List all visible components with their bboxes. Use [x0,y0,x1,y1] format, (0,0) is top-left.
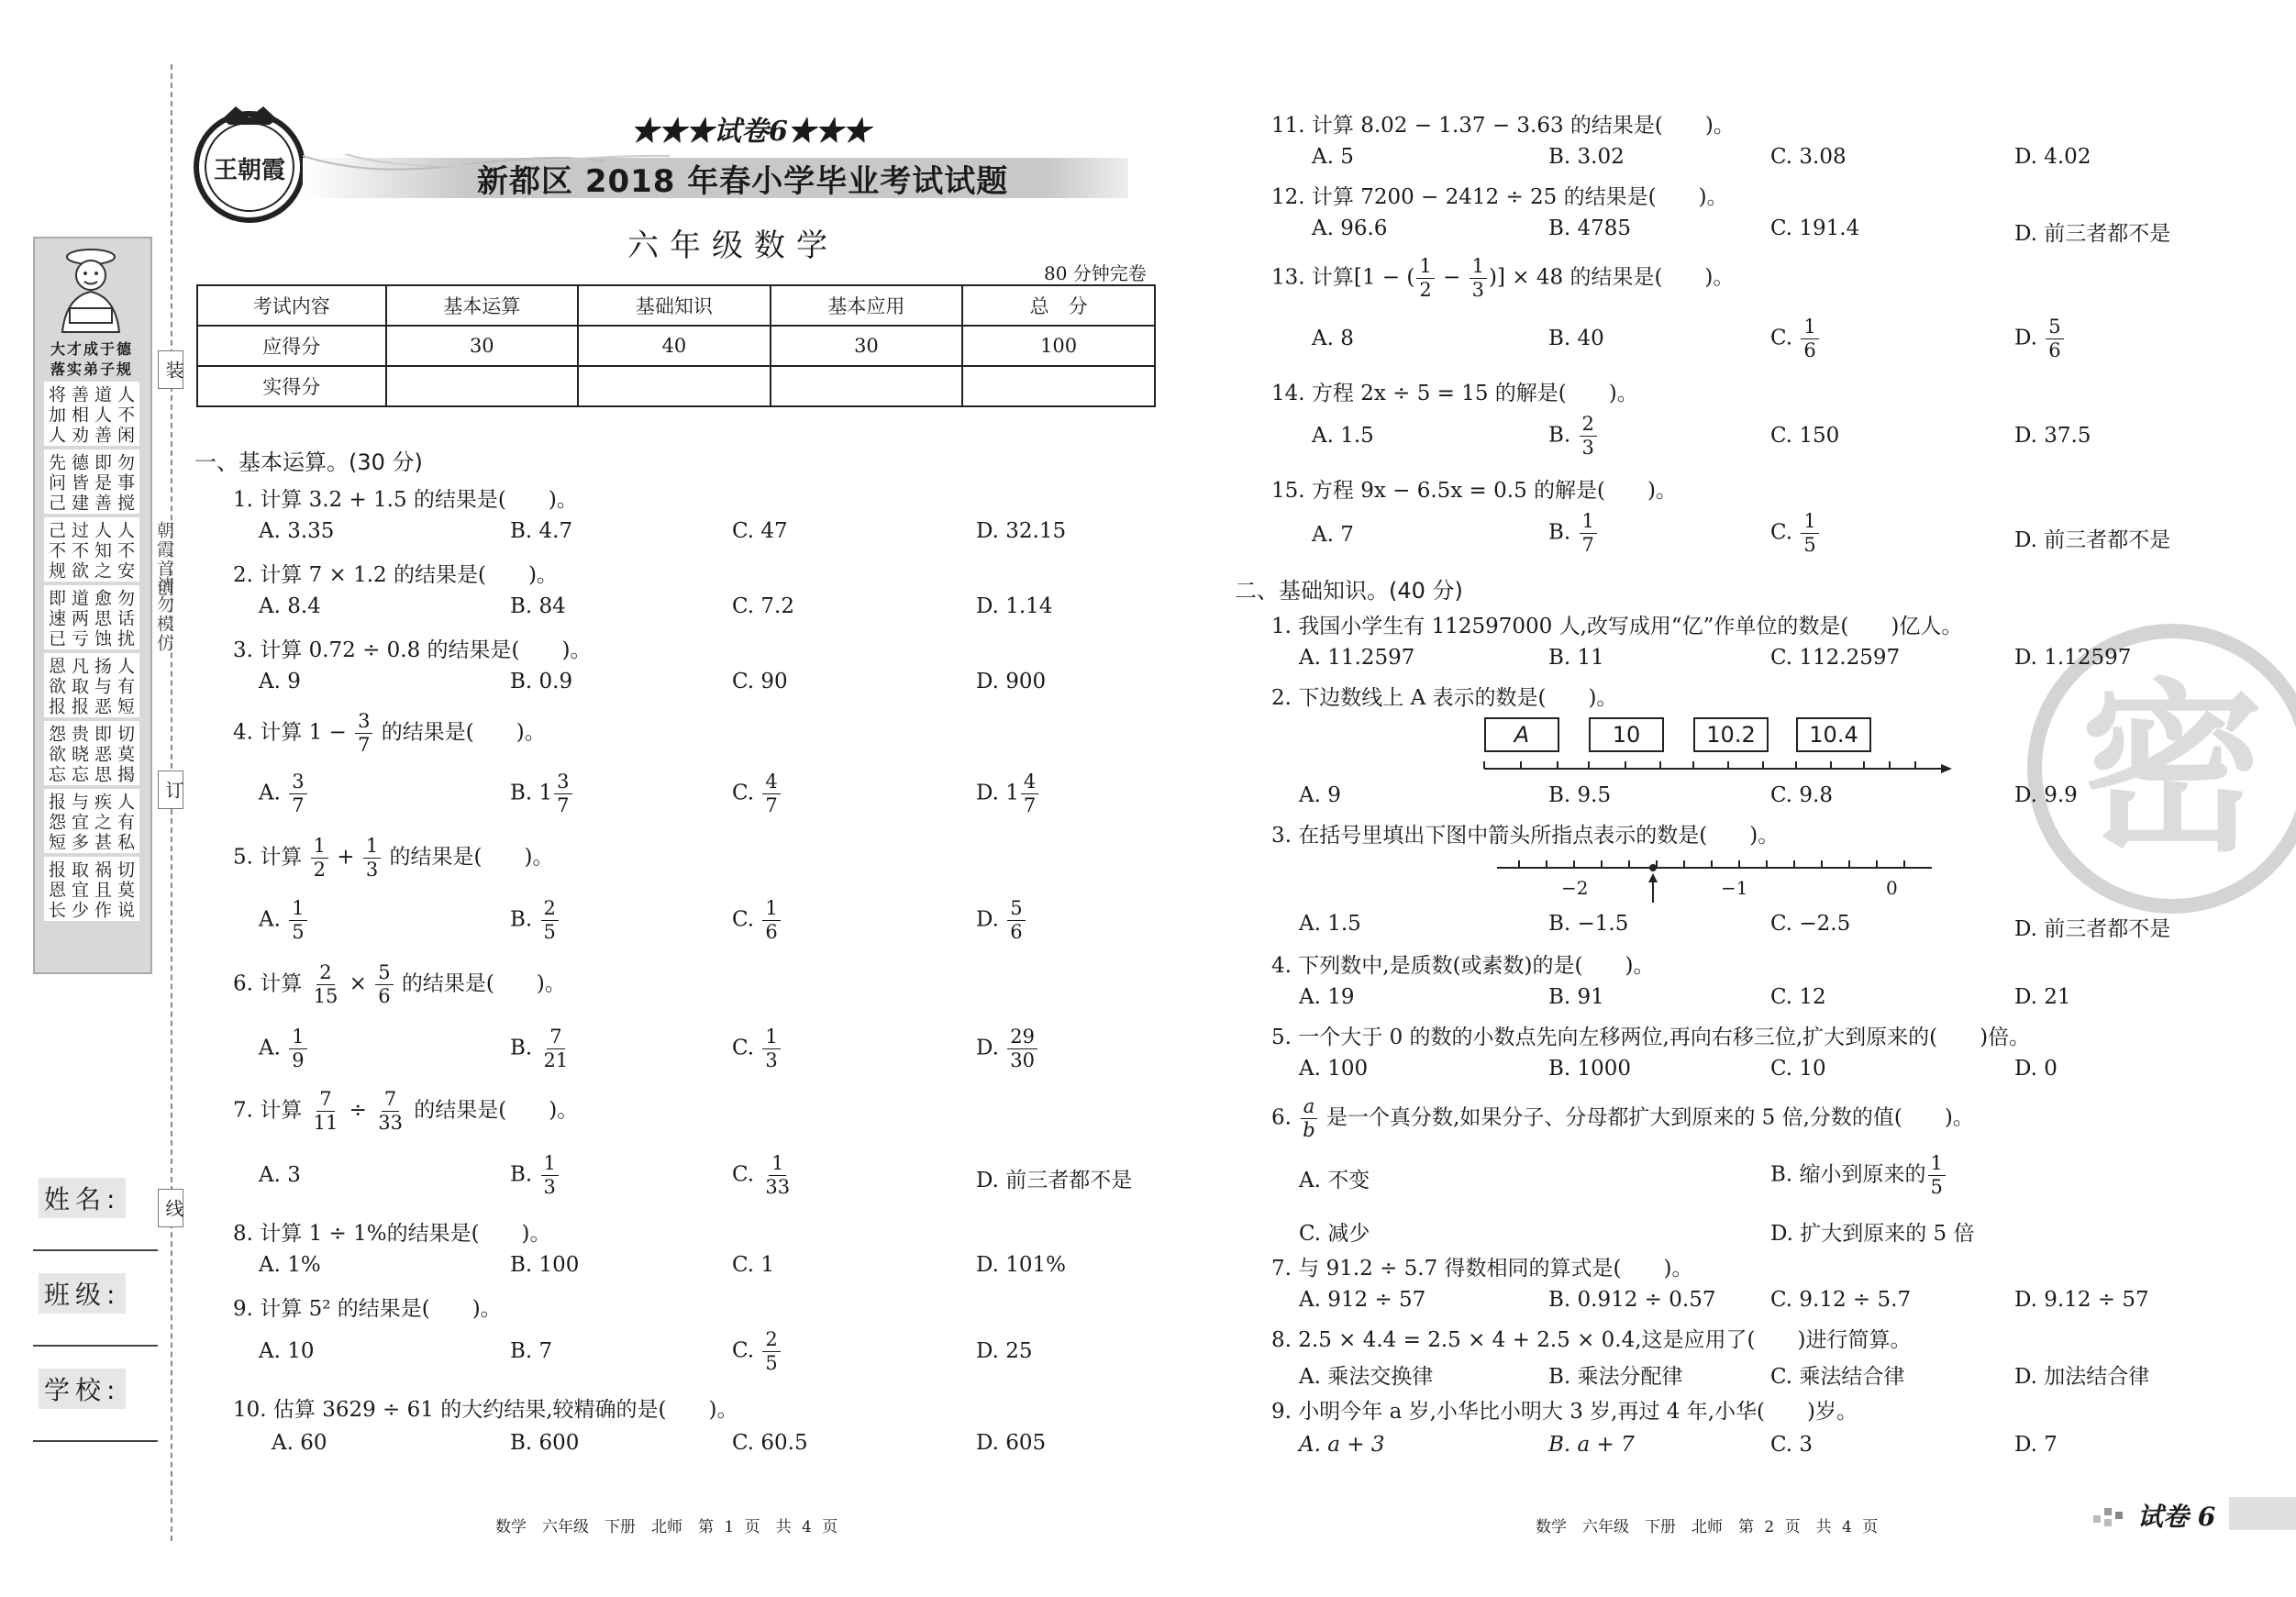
option: B. $\frac{1}{7}$ [1548,512,1599,555]
motto-column: 人有私 [115,793,135,853]
table-cell: 30 [386,326,579,366]
option: C. $\frac{1}{33}$ [732,1152,791,1198]
motto-block [44,382,139,446]
option: D. 9.12 ÷ 57 [2014,1288,2149,1312]
stamp-char: 密 [2080,663,2265,877]
option: A. 5 [1312,145,1354,169]
question-s2-4: 4. 下列数中,是质数(或素数)的是( )。 [1271,954,1655,978]
question-s2-5: 5. 一个大于 0 的数的小数点先向左移两位,再向右移三位,扩大到原来的( )倍。 [1271,1026,2031,1049]
question-14: 14. 方程 2x ÷ 5 = 15 的解是( )。 [1271,382,1638,405]
question-s2-8: 8. 2.5 × 4.4 = 2.5 × 4 + 2.5 × 0.4,这是应用了( )进行简算。 [1271,1328,1912,1352]
motto-block [44,517,139,582]
section-2-title: 二、基础知识。(40 分) [1235,578,1463,604]
question-4: 4. 计算 1 − $\frac{3}{7}$ 的结果是( )。 [233,710,546,756]
motto-column: 报怨短 [46,793,66,853]
option: C. 3 [1770,1433,1814,1457]
motto-block [44,857,139,921]
number-line-box-10: 10 [1589,717,1664,752]
option: D. 21 [2014,985,2071,1009]
option: A. 1% [259,1253,321,1277]
option: A. a + 3 [1299,1433,1385,1457]
option: A. 9 [1299,783,1341,807]
option: D. 605 [976,1431,1047,1455]
option: A. 7 [1312,523,1354,547]
option: A. $\frac{3}{7}$ [259,772,309,815]
option: D. 37.5 [2014,424,2091,448]
option: B. 1000 [1548,1057,1632,1081]
class-label: 班级: [39,1273,126,1314]
question-13: 13. 计算[1 − ( $\frac{1}{2}$ − $\frac{1}{3}$ )] × 48 的结果是( )。 [1271,255,1735,301]
option: A. 11.2597 [1299,646,1415,670]
motto-column: 人不闲 [115,385,135,446]
option: D. $\frac{5}{6}$ [2014,317,2066,360]
table-cell: 实得分 [197,366,386,406]
motto-column: 与宜多 [69,793,89,853]
question-s2-7: 7. 与 91.2 ÷ 5.7 得数相同的算式是( )。 [1271,1257,1693,1281]
tick-label: 0 [1886,877,1898,899]
motto-column: 人不安 [115,521,135,582]
option: A. 8.4 [259,594,321,618]
score-table [196,284,1156,407]
option: C. 150 [1770,424,1840,448]
option: A. 乘法交换律 [1299,1365,1434,1389]
name-field[interactable] [33,1249,158,1251]
motto-block [44,721,139,785]
option: B. 11 [1548,646,1604,670]
option: A. 1.5 [1299,912,1361,936]
question-6: 6. 计算 $\frac{2}{15}$ × $\frac{5}{6}$ 的结果是( )。 [233,961,566,1007]
option: B. 91 [1548,985,1604,1009]
exam-title: 新都区 2018 年春小学毕业考试试题 [477,163,1009,200]
question-12: 12. 计算 7200 − 2412 ÷ 25 的结果是( )。 [1271,185,1728,209]
tick-label: −2 [1561,877,1589,899]
school-field[interactable] [33,1440,158,1442]
motto-block [44,789,139,853]
table-row [197,366,1155,406]
question-3: 3. 计算 0.72 ÷ 0.8 的结果是( )。 [233,638,592,662]
option: C. 60.5 [732,1431,808,1455]
option: A. 10 [259,1339,315,1363]
page-tag: 试卷 6 [2137,1502,2216,1532]
table-cell: 40 [578,326,771,366]
table-row [197,285,1155,326]
option: C. 3.08 [1770,145,1847,169]
option: D. $\frac{29}{30}$ [976,1027,1039,1070]
question-15: 15. 方程 9x − 6.5x = 0.5 的解是( )。 [1271,479,1677,503]
option: B. $\frac{2}{5}$ [510,899,560,942]
option: A. 不变 [1299,1169,1370,1192]
option: C. 减少 [1299,1222,1370,1246]
option: A. 912 ÷ 57 [1299,1288,1426,1312]
option: B. −1.5 [1548,912,1629,936]
question-2: 2. 计算 7 × 1.2 的结果是( )。 [233,563,558,587]
motto-column: 切莫揭 [115,725,135,785]
option: C. $\frac{2}{5}$ [732,1330,782,1373]
table-header: 基本应用 [771,285,963,326]
motto-column: 扬与恶 [92,657,112,717]
option: C. 12 [1770,985,1826,1009]
option: A. 3.35 [259,519,335,543]
page-tag-pattern-icon [2093,1503,2130,1526]
motto-column: 将加人 [46,385,66,446]
fold-label-ding: 订 [158,771,183,809]
option: A. $\frac{1}{9}$ [259,1027,309,1070]
option: C. −2.5 [1770,912,1851,936]
motto-heading-1: 大才成于德 [50,340,133,358]
question-s2-3: 3. 在括号里填出下图中箭头所指点表示的数是( )。 [1271,824,1780,848]
option: D. 前三者都不是 [2014,528,2171,552]
class-field[interactable] [33,1345,158,1347]
option: A. 9 [259,670,301,693]
option: B. 9.5 [1548,783,1612,807]
option: C. 7.2 [732,594,794,618]
option: A. 100 [1299,1057,1369,1081]
question-10: 10. 估算 3629 ÷ 61 的大约结果,较精确的是( )。 [233,1398,738,1422]
motto-column: 切莫说 [115,860,135,921]
motto-column: 人知之 [92,521,112,582]
score-input-cell[interactable] [771,366,963,406]
option: C. $\frac{1}{6}$ [732,899,782,942]
option: D. 101% [976,1253,1066,1277]
time-note: 80 分钟完卷 [1044,262,1147,284]
motto-block [44,449,139,514]
question-s2-1: 1. 我国小学生有 112597000 人,改写成用“亿”作单位的数是( )亿人。 [1271,615,1963,638]
question-1: 1. 计算 3.2 + 1.5 的结果是( )。 [233,488,578,512]
footer-left: 数学 六年级 下册 北师 第 1 页 共 4 页 [495,1518,838,1536]
scholar-figure-icon [44,244,138,336]
motto-column: 即是善 [92,453,112,514]
option: B. 3.02 [1548,145,1625,169]
option: B. 600 [510,1431,580,1455]
motto-heading-2: 落实弟子规 [50,360,133,378]
option: C. 9.12 ÷ 5.7 [1770,1288,1912,1312]
motto-column: 道人善 [92,385,112,446]
option: D. 32.15 [976,519,1067,543]
option: B. 1 $\frac{3}{7}$ [510,772,574,815]
motto-column: 德皆建 [69,453,89,514]
table-header: 考试内容 [197,285,386,326]
option: C. 乘法结合律 [1770,1365,1905,1389]
motto-block [44,585,139,649]
table-header: 基础知识 [578,285,771,326]
table-header: 基本运算 [386,285,579,326]
option: A. 19 [1299,985,1355,1009]
question-s2-9: 9. 小明今年 a 岁,小华比小明大 3 岁,再过 4 年,小华( )岁。 [1271,1400,1858,1424]
option: D. 9.9 [2014,783,2078,807]
option: C. 191.4 [1770,216,1860,240]
option: D. 1 $\frac{4}{7}$ [976,772,1040,815]
fold-label-zhuang: 装 [158,350,183,389]
motto-column: 人有短 [115,657,135,717]
table-cell: 30 [771,326,963,366]
option: D. 前三者都不是 [2014,917,2171,941]
brand-logo-icon [185,99,314,227]
option: D. 7 [2014,1433,2058,1457]
option: C. 1 [732,1253,775,1277]
table-row [197,326,1155,366]
option: B. $\frac{2}{3}$ [1548,415,1599,458]
option: B. 缩小到原来的 $\frac{1}{5}$ [1770,1154,1947,1197]
motto-column: 勿话扰 [115,589,135,649]
vertical-note-1: 朝霞首创 [154,521,174,598]
option: A. 60 [272,1431,327,1455]
option: B. a + 7 [1548,1433,1635,1457]
option: D. 前三者都不是 [2014,222,2171,246]
option: C. 9.8 [1770,783,1833,807]
option: A. $\frac{1}{5}$ [259,899,309,942]
option: B. $\frac{7}{21}$ [510,1026,569,1071]
option: C. $\frac{1}{3}$ [732,1027,782,1070]
table-cell: 100 [962,326,1155,366]
question-s2-2: 2. 下边数线上 A 表示的数是( )。 [1271,686,1618,710]
option: C. 90 [732,670,788,693]
test-number: ★★★试卷6★★★ [631,116,871,148]
option: B. 40 [1548,327,1604,350]
option: C. $\frac{1}{5}$ [1770,512,1821,555]
motto-column: 怨欲忘 [46,725,66,785]
motto-column: 祸且作 [92,860,112,921]
table-header: 总 分 [962,285,1155,326]
motto-column: 愈思蚀 [92,589,112,649]
question-8: 8. 计算 1 ÷ 1%的结果是( )。 [233,1222,551,1246]
option: B. 0.9 [510,670,573,693]
option: B. 0.912 ÷ 0.57 [1548,1288,1716,1312]
option: C. 10 [1770,1057,1826,1081]
vertical-note-2: 请勿模仿 [154,576,174,653]
motto-column: 道两亏 [69,589,89,649]
subject-title: 六年级数学 [627,227,838,264]
motto-column: 报恩长 [46,860,66,921]
score-input-cell[interactable] [578,366,771,406]
section-1-title: 一、基本运算。(30 分) [194,449,423,475]
question-11: 11. 计算 8.02 − 1.37 − 3.63 的结果是( )。 [1271,114,1735,138]
option: D. 加法结合律 [2014,1365,2150,1389]
logo-text: 王朝霞 [213,157,286,184]
motto-column: 凡取报 [69,657,89,717]
option: A. 1.5 [1312,424,1374,448]
table-cell: 应得分 [197,326,386,366]
name-label: 姓名: [39,1178,126,1218]
number-line-box-a: A [1484,717,1559,752]
option: D. 900 [976,670,1047,693]
fold-label-xian: 线 [158,1189,183,1227]
motto-column: 疾之甚 [92,793,112,853]
option: A. 8 [1312,327,1354,350]
option: B. 乘法分配律 [1548,1365,1683,1389]
motto-column: 贵晓忘 [69,725,89,785]
option: C. $\frac{4}{7}$ [732,772,782,815]
score-input-cell[interactable] [386,366,579,406]
motto-column: 取宜少 [69,860,89,921]
motto-column: 即速已 [46,589,66,649]
number-line-box-10-4: 10.4 [1796,717,1871,752]
motto-column: 过不欲 [69,521,89,582]
question-s2-6: 6. $\frac{a}{b}$ 是一个真分数,如果分子、分母都扩大到原来的 5 倍,分数的值( )。 [1271,1095,1974,1141]
option: C. $\frac{1}{6}$ [1770,317,1821,360]
option: A. 3 [259,1163,301,1187]
question-5: 5. 计算 $\frac{1}{2}$ + $\frac{1}{3}$ 的结果是( )。 [233,835,554,881]
question-7: 7. 计算 $\frac{7}{11}$ ÷ $\frac{7}{33}$ 的结果是( )。 [233,1088,579,1134]
option: C. 112.2597 [1770,646,1901,670]
motto-column: 即恶思 [92,725,112,785]
option: D. 1.12597 [2014,646,2132,670]
option: D. 25 [976,1339,1033,1363]
motto-column: 己不规 [46,521,66,582]
option: D. $\frac{5}{6}$ [976,899,1027,942]
motto-block [44,653,139,717]
number-line-2 [1492,853,1941,904]
school-label: 学校: [39,1369,126,1409]
option: D. 前三者都不是 [976,1169,1133,1192]
option: D. 扩大到原来的 5 倍 [1770,1222,1975,1246]
motto-column: 勿事搅 [115,453,135,514]
page-tag-bar [2229,1497,2296,1530]
question-9: 9. 计算 5² 的结果是( )。 [233,1297,502,1321]
motto-column: 善相劝 [69,385,89,446]
number-line-1 [1479,752,1956,780]
number-line-box-10-2: 10.2 [1693,717,1769,752]
option: B. 84 [510,594,566,618]
motto-column: 恩欲报 [46,657,66,717]
option: B. 4.7 [510,519,573,543]
score-input-cell[interactable] [962,366,1155,406]
option: D. 4.02 [2014,145,2091,169]
option: B. 7 [510,1339,553,1363]
option: C. 47 [732,519,788,543]
option: D. 0 [2014,1057,2058,1081]
option: B. $\frac{1}{3}$ [510,1154,560,1197]
tick-label: −1 [1721,877,1748,899]
option: B. 100 [510,1253,580,1277]
option: A. 96.6 [1312,216,1388,240]
motto-column: 先问己 [46,453,66,514]
option: D. 1.14 [976,594,1053,618]
footer-right: 数学 六年级 下册 北师 第 2 页 共 4 页 [1536,1518,1879,1536]
option: B. 4785 [1548,216,1632,240]
